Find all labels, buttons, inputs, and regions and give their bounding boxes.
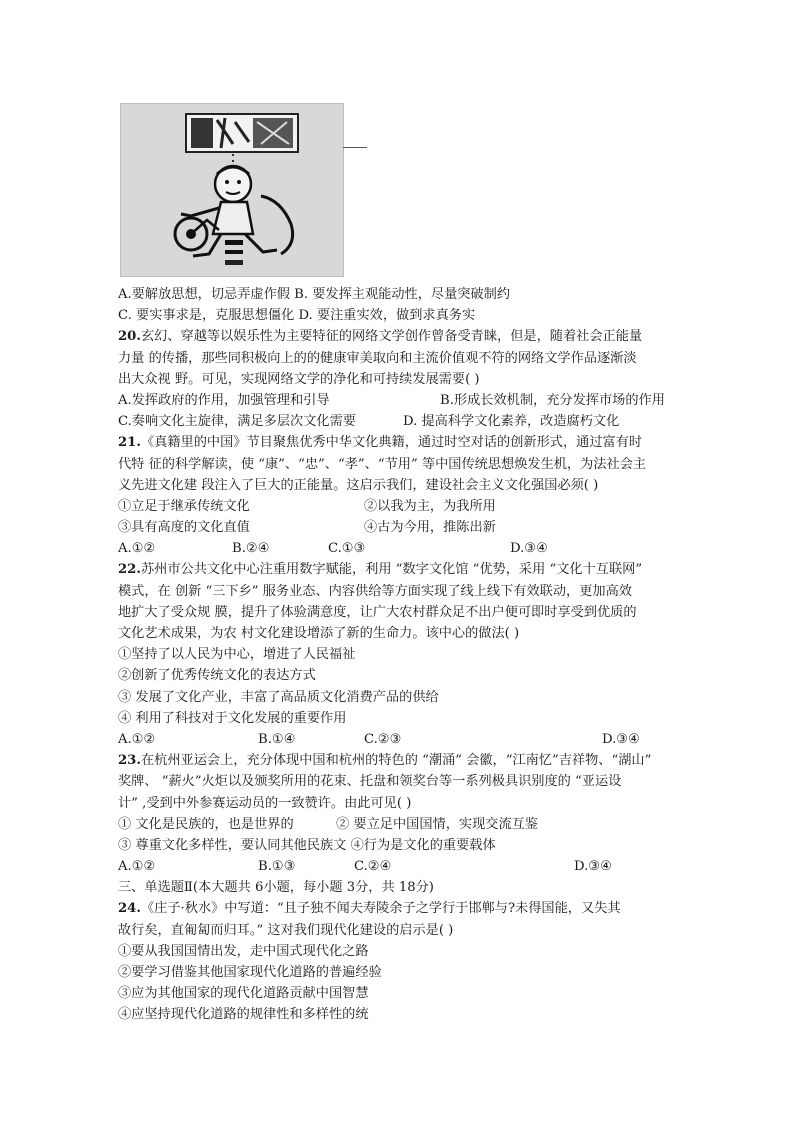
q20-stem-line2: 力量 的传播，那些同积极向上的的健康审美取向和主流价值观不符的网络文学作品逐渐淡 [118,350,637,366]
q20-option-d: D. 提高科学文化素养，改造腐朽文化 [403,414,620,430]
figure-line [343,147,367,148]
q20-stem-line1 [118,326,678,347]
q21-item-4: ④古为今用，推陈出新 [364,520,496,536]
q21-item-2: ②以我为主，为我所用 [364,498,496,514]
q23-number: 23. [118,753,141,769]
question-content [118,284,678,1026]
q24-number: 24. [118,901,141,917]
q22-item-3: ③ 发展了文化产业，丰富了高品质文化消费产品的供给 [118,689,439,705]
q20-number: 20. [118,329,141,345]
q22-option-d: D.③④ [602,731,640,747]
q20-option-b: B.形成长效机制，充分发挥市场的作用 [440,392,665,408]
q21-item-3: ③具有高度的文化直值 [118,520,250,536]
q24-stem-line1 [118,898,678,919]
q22-option-c: C.②③ [364,731,402,747]
q23-option-c: C.②④ [354,859,392,875]
q24-item-1: ①要从我国国情出发，走中国式现代化之路 [118,943,369,959]
q20-options-ab [118,390,678,411]
q23-option-d: D.③④ [574,859,612,875]
q24-item-3: ③应为其他国家的现代化道路贡献中国智慧 [118,986,369,1002]
q23-option-a: A.①② [118,859,156,875]
q24-item-2: ②要学习借鉴其他国家现代化道路的普遍经验 [118,965,382,980]
q22-item-1: ①坚持了以人民为中心，增进了人民福祉 [118,647,356,663]
q22-item-4: ④ 利用了科技对于文化发展的重要作用 [118,710,347,726]
q22-stem-line4: 文化艺术成果，为农 村文化建设增添了新的生命力。该中心的做法( ) [118,626,520,641]
q23-item-1: ① 文化是民族的，也是世界的 [118,816,294,832]
q21-items-12 [118,496,678,517]
q23-stem-line2: 奖牌、 “薪火”火炬以及颁奖所用的花束、托盘和领奖台等一系列极具识别度的 “亚运设 [118,774,622,790]
q21-options [118,538,678,559]
section-3-title: 三、单选题Ⅱ(本大题共 6小题，每小题 3分，共 18分) [118,880,434,896]
q22-item-2: ②创新了优秀传统文化的表达方式 [118,668,316,684]
q23-stem-line1 [118,750,678,771]
q23-items-34: ③ 尊重文化多样性，要认同其他民族文 ④行为是文化的重要载体 [118,837,496,853]
q21-option-c: C.①③ [328,541,366,557]
q19-options-row1: A.要解放思想，切忌弄虚作假 B. 要发挥主观能动性，尽量突破制约 [118,287,511,302]
q21-option-d: D.③④ [510,541,548,557]
q23-items-12 [118,814,678,835]
q21-stem-line2: 代特 征的科学解读，使 “康”、“忠”、“孝”、“节用” 等中国传统思想焕发生机，为法社会主 [118,456,647,472]
q21-option-b: B.②④ [232,541,270,557]
q19-options-row2: C. 要实事求是，克服思想僵化 D. 要注重实效，做到求真务实 [118,308,476,324]
q21-number: 21. [118,435,141,451]
q22-options [118,729,678,750]
cartoon-image [120,103,344,277]
q22-number: 22. [118,562,141,578]
q22-text-1: 苏州市公共文化中心注重用数字赋能，利用 “数字文化馆 “优势，采用 “文化十互联网” [140,562,643,578]
cartoon-drawing [121,104,344,277]
q20-option-a: A.发挥政府的作用，加强管理和引导 [118,392,330,408]
q21-items-34 [118,517,678,538]
q24-stem-line2: 故行矣，直匍匐而归耳。” 这对我们现代化建设的启示是( ) [118,922,454,938]
q23-option-b: B.①③ [258,859,296,875]
q22-stem-line1 [118,559,678,580]
q23-options [118,856,678,877]
q22-stem-line2: 模式，在 创新 “三下乡” 服务业态、内容供给等方面实现了线上线下有效联动，更加高效 [118,583,632,599]
q21-stem-line3: 义先进文化建 段注入了巨大的正能量。这启示我们，建设社会主义文化强国必须( ) [118,477,599,493]
q20-text-1: 玄幻、穿越等以娱乐性为主要特征的网络文学创作曾备受青睐，但是，随着社会正能量 [140,329,643,345]
q24-item-4: ④应坚持现代化道路的规律性和多样性的统 [118,1007,369,1023]
q23-stem-line3: 计” ,受到中外参赛运动员的一致赞许。由此可见( ) [118,795,412,811]
q21-option-a: A.①② [118,541,156,557]
q21-stem-line1 [118,432,678,453]
q22-option-a: A.①② [118,731,156,747]
q24-text-1: 《庄子·秋水》中写道：“且子独不闻夫寿陵余子之学行于邯郸与?未得国能，又失其 [140,901,621,917]
q22-stem-line3: 地扩大了受众规 膜，提升了体验满意度，让广大农村群众足不出户便可即时享受到优质的 [118,604,637,620]
q20-options-cd [118,411,678,432]
q20-option-c: C.奏响文化主旋律，满足多层次文化需要 [118,414,356,430]
q22-option-b: B.①④ [258,731,296,747]
q23-item-2: ② 要立足中国国情，实现交流互鉴 [336,816,539,832]
q21-item-1: ①立足于继承传统文化 [118,498,250,514]
q21-text-1: 《真籍里的中国》节目聚焦优秀中华文化典籍，通过时空对话的创新形式，通过富有时 [140,435,643,451]
q23-text-1: 在杭州亚运会上，充分体现中国和杭州的特色的 “潮涌” 会徽，“江南忆”吉祥物、“湖山” [140,753,652,769]
q20-stem-line3: 出大众视 野。可见，实现网络文学的净化和可持续发展需要( ) [118,371,480,387]
